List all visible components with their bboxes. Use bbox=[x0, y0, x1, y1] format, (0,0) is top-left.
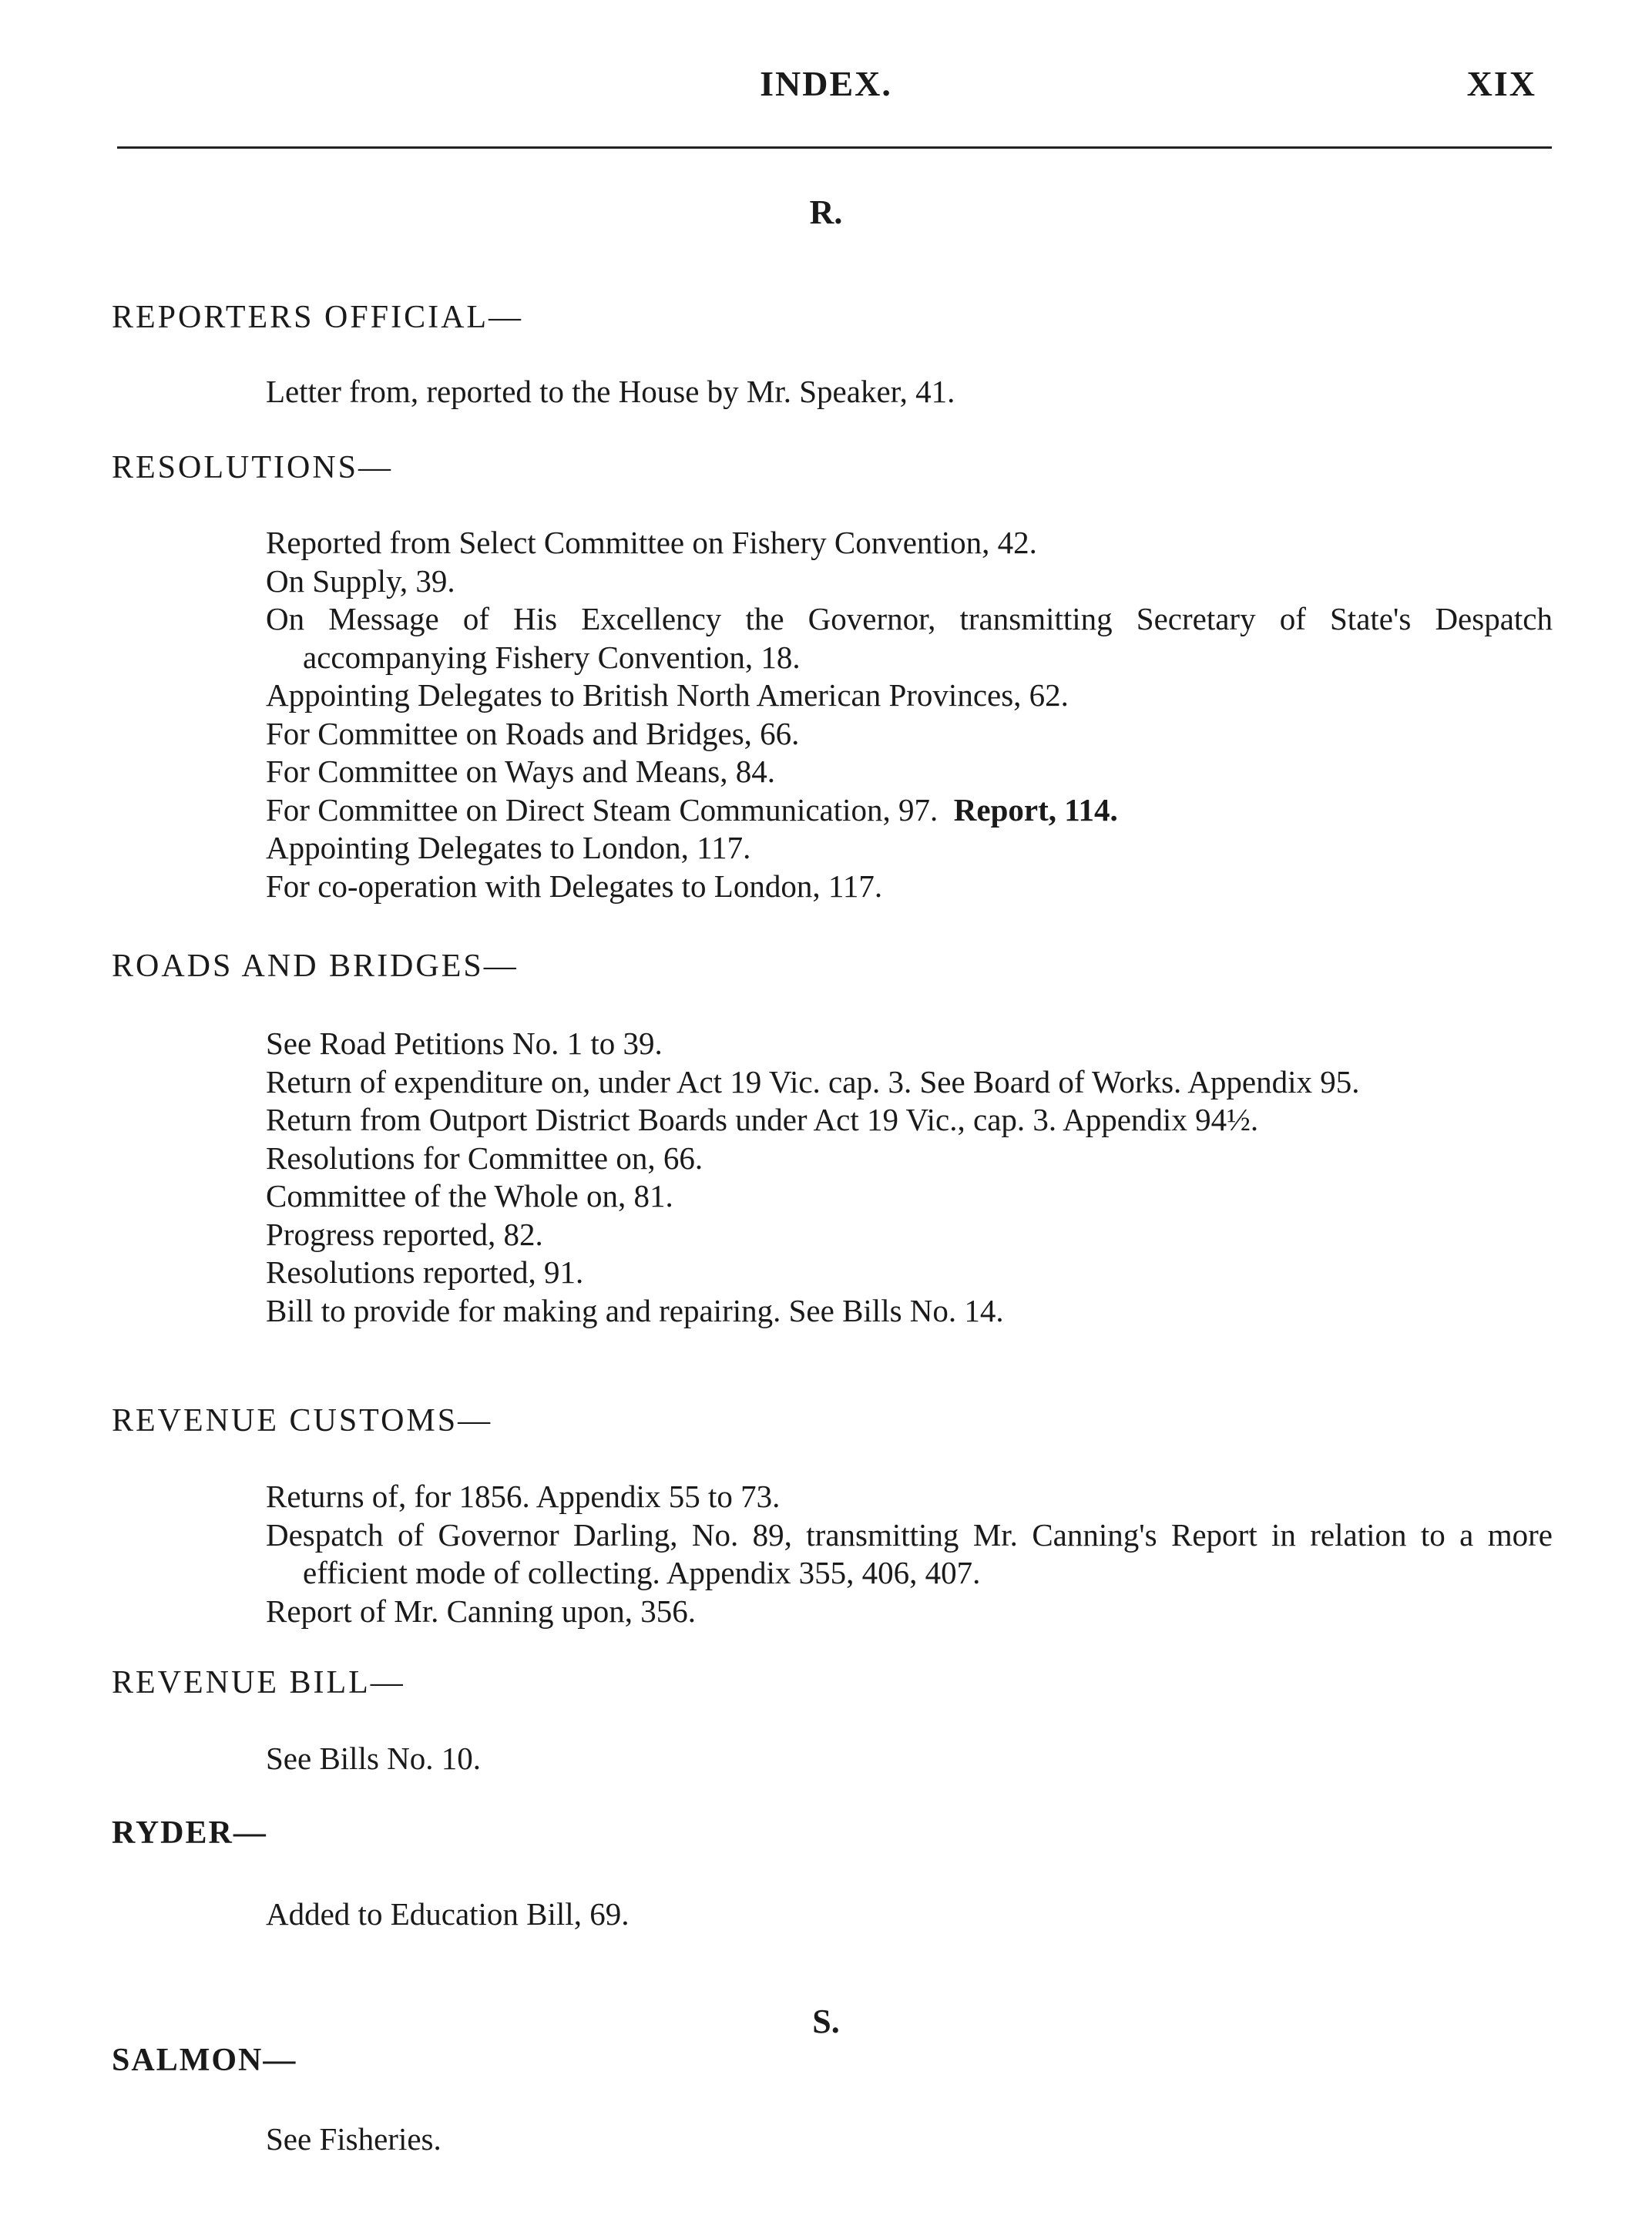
entry-line: Return from Outport District Boards under Act 19 Vic., cap. 3. Appendix 94½. bbox=[266, 1102, 1259, 1137]
entry-line: Appointing Delegates to London, 117. bbox=[266, 830, 751, 865]
entry-heading-resolutions: RESOLUTIONS— bbox=[112, 450, 394, 485]
entry-line: Bill to provide for making and repairing. See Bills No. 14. bbox=[266, 1292, 1004, 1328]
entry-revenue-customs bbox=[266, 1478, 1553, 1630]
entry-line: Resolutions for Committee on, 66. bbox=[266, 1140, 703, 1176]
entry-heading-roads-and-bridges: ROADS AND BRIDGES— bbox=[112, 948, 519, 984]
entry-line: Resolutions reported, 91. bbox=[266, 1254, 584, 1290]
header-rule bbox=[117, 146, 1552, 149]
entry-line: Committee of the Whole on, 81. bbox=[266, 1178, 673, 1214]
entry-line: For co-operation with Delegates to London, 117. bbox=[266, 868, 883, 904]
entry-ryder bbox=[266, 1895, 1553, 1934]
entry-roads-and-bridges bbox=[266, 1025, 1553, 1330]
entry-line: Reported from Select Committee on Fishery Convention, 42. bbox=[266, 525, 1037, 560]
entry-salmon bbox=[266, 2120, 1553, 2159]
entry-line: Progress reported, 82. bbox=[266, 1216, 543, 1252]
entry-line: Added to Education Bill, 69. bbox=[266, 1896, 630, 1932]
entry-line: See Fisheries. bbox=[266, 2121, 442, 2157]
entry-heading-ryder: RYDER— bbox=[112, 1815, 267, 1851]
entry-line: Despatch of Governor Darling, No. 89, transmitting Mr. Canning's Report in relation to a more efficient mode of collecting. Appendix 355, 406, 407. bbox=[266, 1516, 1553, 1590]
entry-line-with-report bbox=[266, 791, 1553, 830]
running-title: INDEX. bbox=[760, 64, 892, 103]
entry-line: Letter from, reported to the House by Mr. Speaker, 41. bbox=[266, 374, 955, 409]
entry-line-text: For Committee on Direct Steam Communication, 97. bbox=[266, 791, 938, 828]
page-number: XIX bbox=[1466, 64, 1536, 103]
entry-line: Report of Mr. Canning upon, 356. bbox=[266, 1593, 697, 1629]
entry-heading-salmon: SALMON— bbox=[112, 2043, 297, 2078]
entry-line: Appointing Delegates to British North American Provinces, 62. bbox=[266, 677, 1069, 713]
entry-reporters-official bbox=[266, 373, 1553, 411]
entry-line: See Bills No. 10. bbox=[266, 1741, 482, 1776]
entry-line: Returns of, for 1856. Appendix 55 to 73. bbox=[266, 1479, 781, 1514]
entry-heading-revenue-bill: REVENUE BILL— bbox=[112, 1665, 405, 1701]
entry-resolutions bbox=[266, 524, 1553, 905]
entry-line: See Road Petitions No. 1 to 39. bbox=[266, 1026, 663, 1061]
section-letter-r: R. bbox=[809, 193, 843, 231]
entry-line: For Committee on Roads and Bridges, 66. bbox=[266, 715, 800, 751]
entry-line: On Message of His Excellency the Governor, transmitting Secretary of State's Despatch accompanying Fishery Convention, 18. bbox=[266, 601, 1553, 675]
section-letter-s: S. bbox=[812, 2003, 840, 2040]
entry-line-report-ref: Report, 114. bbox=[953, 791, 1118, 828]
entry-line: For Committee on Ways and Means, 84. bbox=[266, 754, 775, 789]
entry-heading-revenue-customs: REVENUE CUSTOMS— bbox=[112, 1403, 493, 1439]
entry-line: On Supply, 39. bbox=[266, 562, 455, 599]
entry-heading-reporters-official: REPORTERS OFFICIAL— bbox=[112, 300, 524, 335]
entry-revenue-bill bbox=[266, 1740, 1553, 1778]
entry-line: Return of expenditure on, under Act 19 Vic. cap. 3. See Board of Works. Appendix 95. bbox=[266, 1063, 1360, 1100]
